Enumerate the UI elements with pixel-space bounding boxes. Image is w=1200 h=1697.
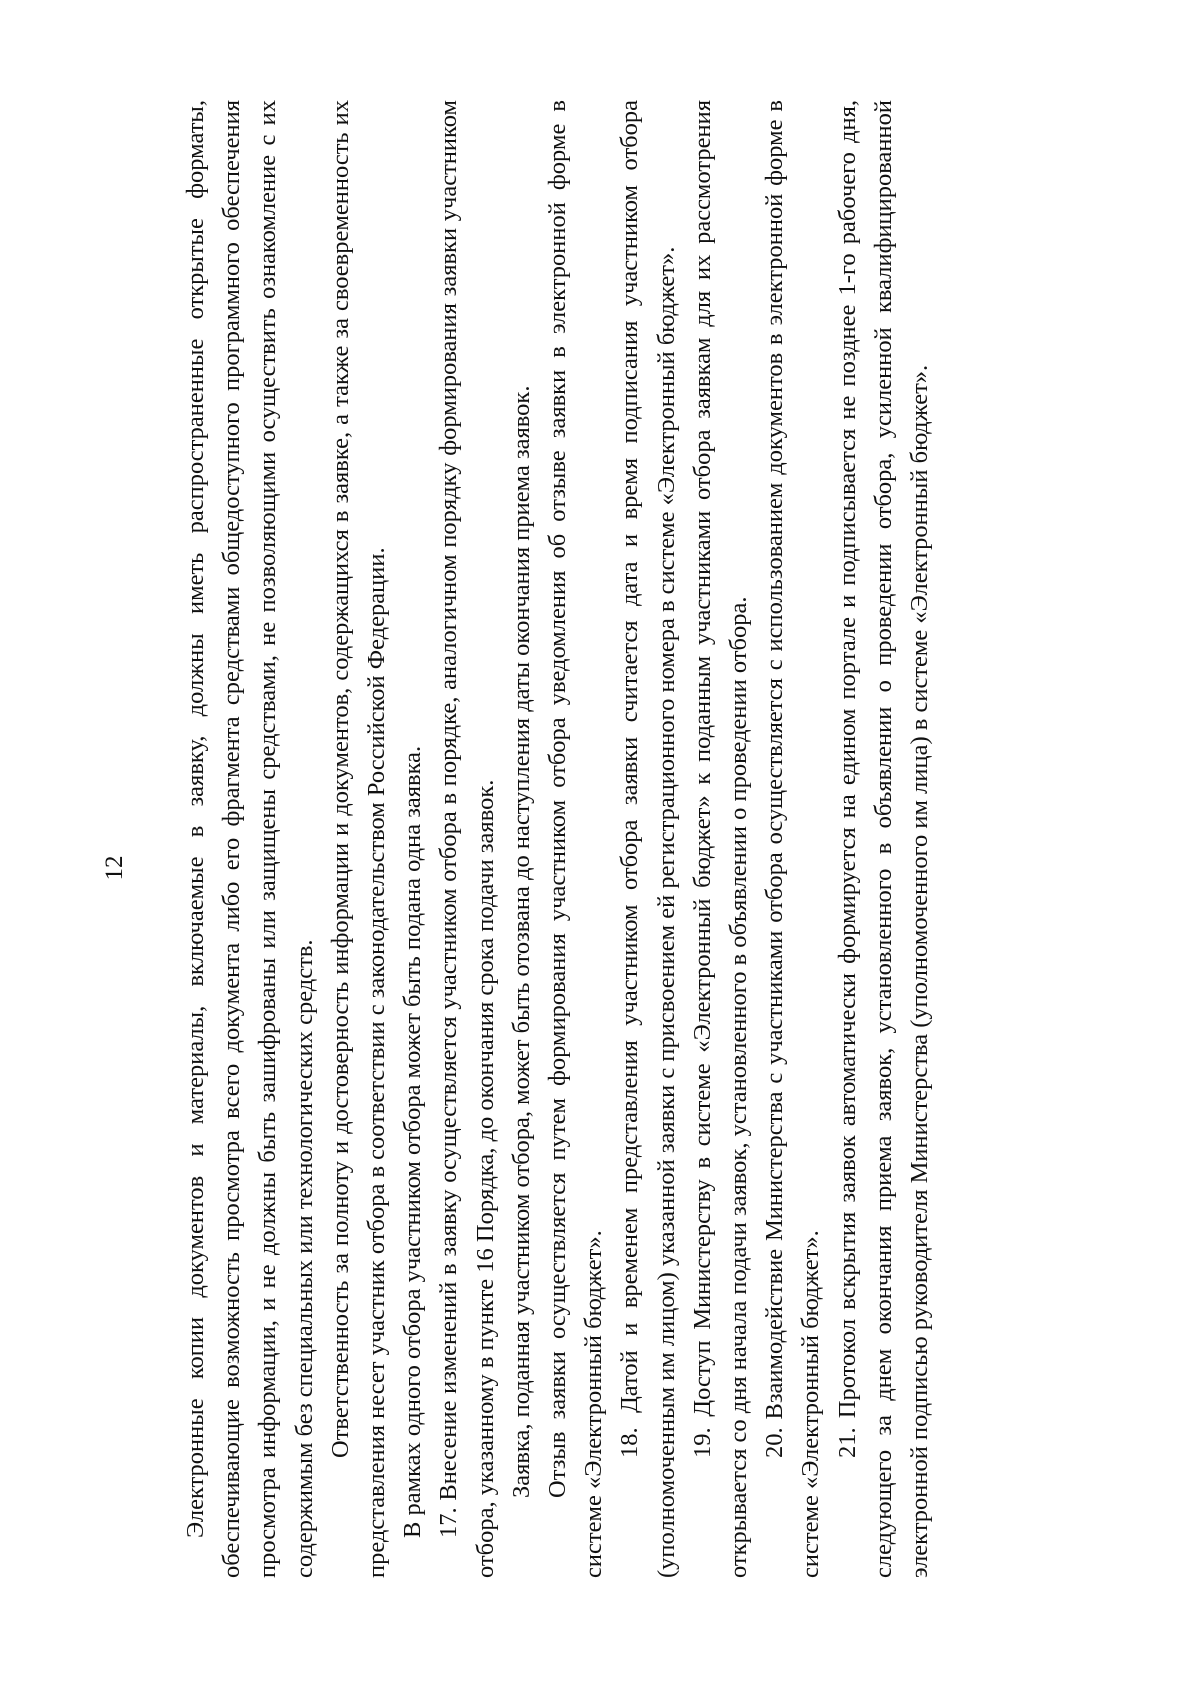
paragraph-20-interaction: 20. Взаимодействие Министерства с участниками отбора осуществляется с использованием документов в электронной форме в системе «Электронный бюджет». [761,100,825,1578]
paragraph-17-changes: 17. Внесение изменений в заявку осуществляется участником отбора в порядке, аналогичном порядку формирования заявки участником отбора, указанному в пункте 16 Порядка, до окончания срока подачи заявок. [435,100,499,1578]
paragraph-responsibility: Ответственность за полноту и достоверность информации и документов, содержащихся в заявке, а также за своевременность их представления несет участник отбора в соответствии с законодательством Российской Федерации. [326,100,391,1578]
paragraph-19-access: 19. Доступ Министерству в системе «Электронный бюджет» к поданным участниками отбора заявкам для их рассмотрения открывается со дня начала подачи заявок, установленного в объявлении о проведении отбора. [688,100,753,1578]
rotated-text-frame [100,88,1140,1648]
paragraph-18-date-time: 18. Датой и временем представления участником отбора заявки считается дата и время подписания участником отбора (уполномоченным им лицом) указанной заявки с присвоением ей регистрационного номера в системе «Электронный бюджет». [616,100,680,1578]
body-text [178,100,938,1578]
page-number: 12 [101,855,128,881]
paragraph-withdrawal: Заявка, поданная участником отбора, может быть отозвана до наступления даты окончания приема заявок. [507,385,535,1498]
paragraph-electronic-copies: Электронные копии документов и материалы, включаемые в заявку, должны иметь распространенные открытые форматы, обеспечивающие возможность просмотра всего документа либо его фрагмента средствами общедоступного программного обеспечения просмотра информации, и не должны быть зашифрованы или защищены средствами, не позволяющими осуществить ознакомление с их содержимым без специальных или технологических средств. [182,100,318,1578]
paragraph-one-application: В рамках одного отбора участником отбора может быть подана одна заявка. [399,745,427,1538]
paragraph-21-protocol: 21. Протокол вскрытия заявок автоматически формируется на едином портале и подписывается не позднее 1-го рабочего дня, следующего за днем окончания приема заявок, установленного в объявлении о проведении отбора, усиленной квалифицированной электронной подписью руководителя Министерства (уполномоченного им лица) в системе «Электронный бюджет». [833,100,934,1578]
paragraph-withdrawal-notice: Отзыв заявки осуществляется путем формирования участником отбора уведомления об отзыве заявки в электронной форме в системе «Электронный бюджет». [544,100,608,1578]
